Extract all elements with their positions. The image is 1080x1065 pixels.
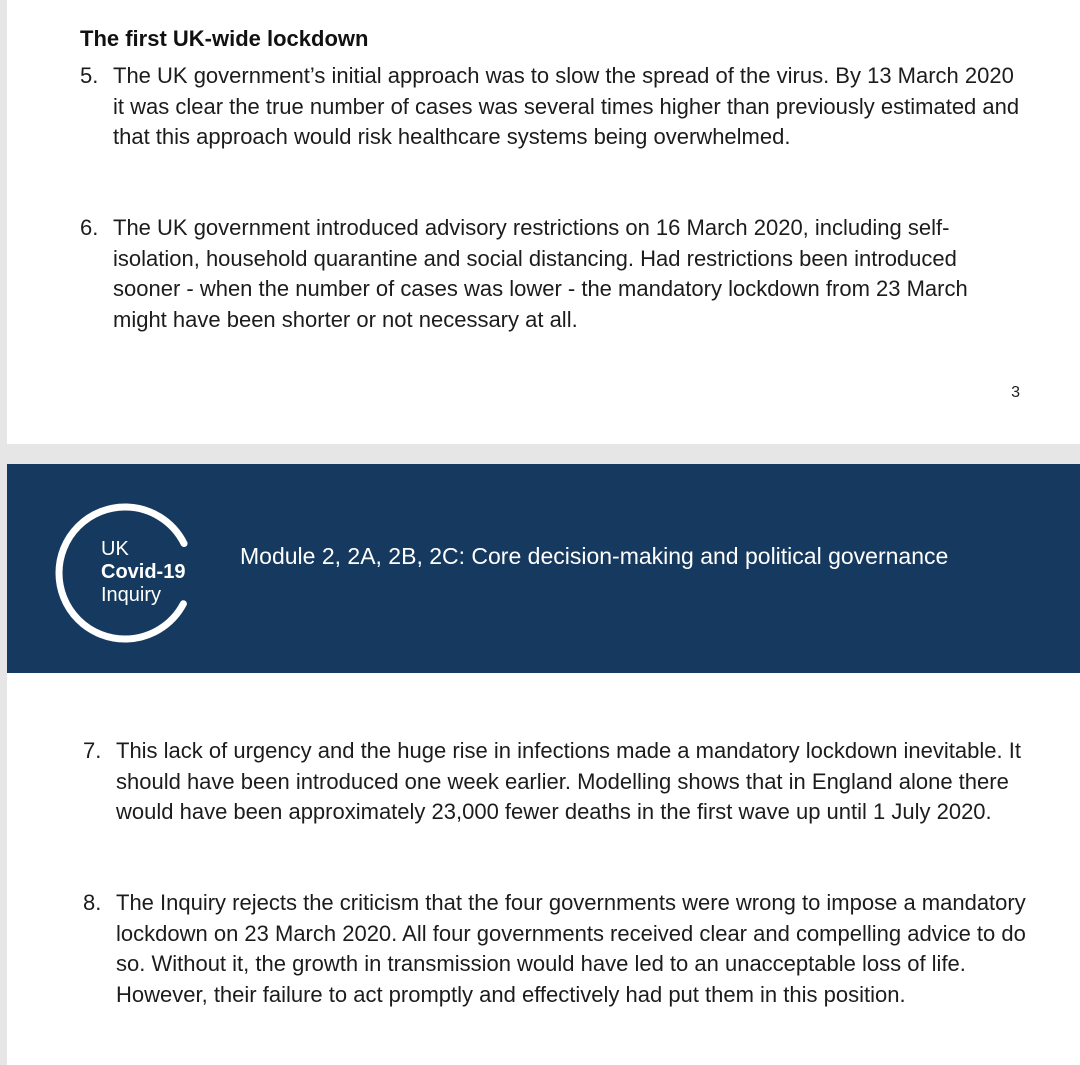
document-page-bottom xyxy=(7,464,1080,1065)
module-title: Module 2, 2A, 2B, 2C: Core decision-making and political governance xyxy=(240,543,949,569)
module-banner xyxy=(7,464,1080,673)
inquiry-logo xyxy=(53,500,203,650)
section-heading: The first UK-wide lockdown xyxy=(80,26,369,51)
paragraph-text: The UK government introduced advisory restrictions on 16 March 2020, including self-isolation, household quarantine and social distancing. Had restrictions been introduced sooner - when the number of cases was lower - the mandatory lockdown from 23 March might have been shorter or not necessary at all. xyxy=(113,215,968,332)
paragraph-text: This lack of urgency and the huge rise in infections made a mandatory lockdown inevitable. It should have been introduced one week earlier. Modelling shows that in England alone there would have been approximately 23,000 fewer deaths in the first wave up until 1 July 2020. xyxy=(116,738,1021,824)
paragraph-7 xyxy=(83,736,1028,828)
paragraph-number: 6. xyxy=(80,215,99,240)
logo-text-inquiry: Inquiry xyxy=(101,584,162,606)
paragraph-8 xyxy=(83,888,1028,1010)
paragraph-text: The UK government’s initial approach was to slow the spread of the virus. By 13 March 2020 it was clear the true number of cases was several times higher than previously estimated and that this approach would risk healthcare systems being overwhelmed. xyxy=(113,63,1020,149)
paragraph-number: 5. xyxy=(80,63,99,88)
paragraph-6 xyxy=(80,213,1025,335)
logo-text-uk: UK xyxy=(101,538,129,560)
paragraph-number: 8. xyxy=(83,890,102,915)
paragraph-5 xyxy=(80,61,1025,153)
paragraph-number: 7. xyxy=(83,738,102,763)
paragraph-text: The Inquiry rejects the criticism that the four governments were wrong to impose a mandatory lockdown on 23 March 2020. All four governments received clear and compelling advice to do so. Without it, the growth in transmission would have led to an unacceptable loss of life. However, their failure to act promptly and effectively had put them in this position. xyxy=(116,890,1026,1007)
logo-text-covid: Covid-19 xyxy=(101,561,186,583)
document-page-top xyxy=(7,0,1080,444)
page-number: 3 xyxy=(1011,384,1020,401)
